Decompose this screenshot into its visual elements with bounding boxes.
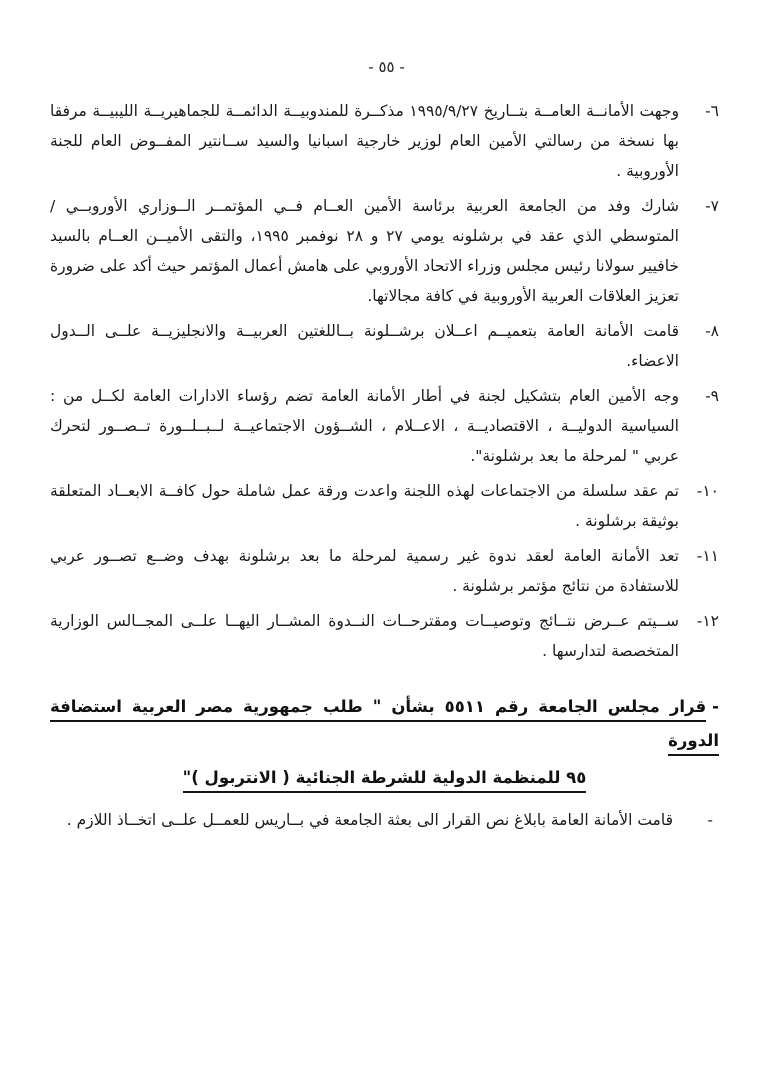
resolution-heading-line2 xyxy=(50,761,719,795)
note-text: قامت الأمانة العامة بابلاغ نص القرار الى بعثة الجامعة في بــاريس للعمــل علــى اتخــاذ اللازم . xyxy=(66,811,673,829)
resolution-heading xyxy=(50,690,719,795)
resolution-title-part1: قرار مجلس الجامعة رقم ٥٥١١ بشأن " طلب جمهورية مصر العربية استضافة الدورة xyxy=(50,697,719,756)
item-text: ســيتم عــرض نتــائج وتوصيــات ومقترحــات النــدوة المشــار اليهــا علــى المجــالس الوزارية المتخصصة لتدارسها . xyxy=(50,612,679,660)
item-number: ٦- xyxy=(705,102,719,120)
list-item-9 xyxy=(50,381,719,471)
item-text: وجهت الأمانــة العامــة بتــاريخ ١٩٩٥/٩/٢٧ مذكــرة للمندوبيــة الدائمــة للجماهيريــة الليبيــة مرفقا بها نسخة من رسالتي الأمين العام لوزير خارجية اسبانيا والسيد ســانتير المفــوض العام للجنة الأوروبية . xyxy=(50,102,679,180)
resolution-dash: - xyxy=(712,697,719,716)
item-text: وجه الأمين العام بتشكيل لجنة في أطار الأمانة العامة تضم رؤساء الادارات العامة لكــل من : السياسية الدوليــة ، الاقتصاديــة ، الاعــلام ، الشــؤون الاجتماعيــة لــبــلــورة تــصــور لتحرك عربي " لمرحلة ما بعد برشلونة". xyxy=(50,387,679,465)
item-text: شارك وفد من الجامعة العربية برئاسة الأمين العــام فــي المؤتمــر الــوزاري الأوروبــي / المتوسطي الذي عقد في برشلونه يومي ٢٧ و ٢٨ نوفمبر ١٩٩٥، والتقى الأميــن العــام بالسيد خافيير سولانا رئيس مجلس وزراء الاتحاد الأوروبي على هامش أعمال المؤتمر حيث أكد على ضرورة تعزيز العلاقات العربية الأوروبية في كافة مجالاتها. xyxy=(50,197,679,305)
list-item-8 xyxy=(50,316,719,376)
list-item-11 xyxy=(50,541,719,601)
page-number: - ٥٥ - xyxy=(368,58,405,76)
list-item-10 xyxy=(50,476,719,536)
resolution-title-part2: ٩٥ للمنظمة الدولية للشرطة الجنائية ( الانتربول )" xyxy=(183,768,587,793)
list-item-12 xyxy=(50,606,719,666)
item-text: تعد الأمانة العامة لعقد ندوة غير رسمية لمرحلة ما بعد برشلونة بهدف وضــع تصــور عربي للاستفادة من نتائج مؤتمر برشلونة . xyxy=(50,547,679,595)
item-number: ١٠- xyxy=(696,482,719,500)
document-body xyxy=(50,96,719,840)
item-number: ٩- xyxy=(705,387,719,405)
item-number: ١٢- xyxy=(696,612,719,630)
item-text: تم عقد سلسلة من الاجتماعات لهذه اللجنة واعدت ورقة عمل شاملة حول كافــة الابعــاد المتعلقة بوثيقة برشلونة . xyxy=(50,482,679,530)
list-item-7 xyxy=(50,191,719,311)
item-number: ٨- xyxy=(705,322,719,340)
list-item-6 xyxy=(50,96,719,186)
item-text: قامت الأمانة العامة بتعميــم اعــلان برشــلونة بــاللغتين العربيــة والانجليزيــة علــى الــدول الاعضاء. xyxy=(50,322,679,370)
item-number: ٧- xyxy=(705,197,719,215)
item-number: ١١- xyxy=(696,547,719,565)
resolution-heading-line1 xyxy=(50,690,719,758)
note-dash: - xyxy=(707,811,713,829)
closing-note xyxy=(50,805,713,835)
